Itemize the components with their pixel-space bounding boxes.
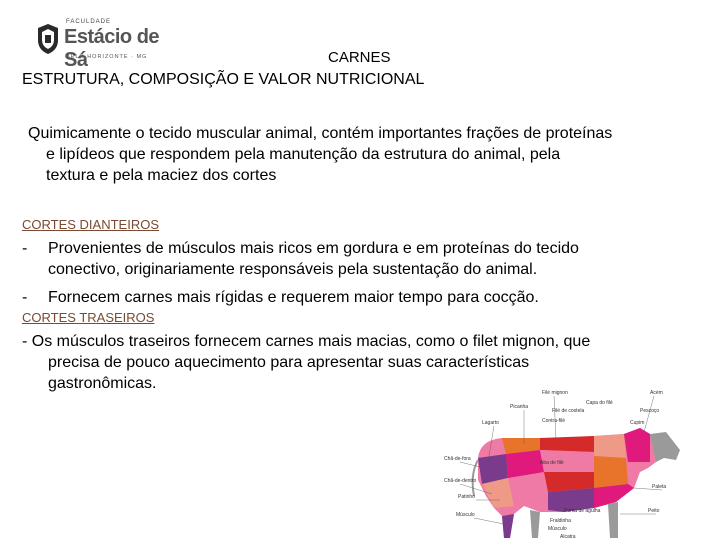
logo-brand-text: Estácio de Sá: [64, 26, 160, 71]
label-fraldinha: Fraldinha: [550, 518, 571, 524]
front-cuts-heading: CORTES DIANTEIROS: [22, 217, 160, 232]
rear-line-2: precisa de pouco aquecimento para apresentar suas características: [48, 354, 530, 371]
logo-top-text: FACULDADE: [66, 19, 112, 25]
bullet-text: Fornecem carnes mais rígidas e requerem maior tempo para cocção.: [48, 289, 539, 306]
label-alcatra: Alcatra: [560, 534, 576, 540]
rear-line-3: gastronômicas.: [48, 375, 157, 392]
label-lagarto: Lagarto: [482, 420, 499, 426]
bullet-dash: -: [22, 289, 28, 306]
cut-contra-file: [540, 436, 594, 452]
cut-musculo: [502, 514, 514, 538]
beef-cuts-illustration: [444, 388, 684, 540]
label-acem: Acém: [650, 390, 663, 396]
label-aba-file: Aba de filé: [540, 460, 564, 466]
front-leg: [608, 502, 618, 538]
label-picanha: Picanha: [510, 404, 529, 410]
label-cha-dentro: Chã-de-dentro: [444, 478, 477, 484]
rear-leg: [530, 510, 540, 538]
label-contra-file: Contra-filé: [542, 418, 566, 424]
page-title: CARNES: [328, 49, 391, 66]
label-musculo-2: Músculo: [548, 526, 567, 532]
label-patinho: Patinho: [458, 494, 475, 500]
cut-pescoco: [624, 428, 650, 462]
label-pescoco: Pescoço: [640, 408, 660, 414]
college-logo: [36, 18, 172, 71]
label-ponta-agulha: Ponta de agulha: [564, 508, 601, 514]
beef-cuts-diagram: [444, 388, 684, 540]
label-cupim: Cupim: [630, 420, 645, 426]
intro-paragraph: [28, 123, 668, 186]
rear-cuts-heading: CORTES TRASEIROS: [22, 310, 155, 325]
rear-cuts-paragraph: [22, 331, 682, 394]
intro-line-1: Quimicamente o tecido muscular animal, contém importantes frações de proteínas: [28, 125, 613, 142]
cut-acem: [594, 434, 626, 458]
intro-line-2: e lipídeos que respondem pela manutenção da estrutura do animal, pela: [46, 146, 561, 163]
intro-line-3: textura e pela maciez dos cortes: [46, 167, 277, 184]
rear-line-1: - Os músculos traseiros fornecem carnes mais macias, como o filet mignon, que: [22, 333, 591, 350]
label-file-mignon: Filé mignon: [542, 390, 568, 396]
logo-mark-icon: [36, 24, 60, 54]
bullet-dash: -: [22, 240, 28, 257]
front-cuts-item-1: [22, 238, 662, 280]
bullet-text: [48, 238, 668, 280]
label-musculo: Músculo: [456, 512, 475, 518]
logo-city-text: BELO HORIZONTE · MG: [66, 54, 148, 60]
label-peito: Peito: [648, 508, 660, 514]
label-paleta: Paleta: [652, 484, 667, 490]
page-subtitle: ESTRUTURA, COMPOSIÇÃO E VALOR NUTRICIONAL: [22, 71, 425, 88]
bullet-line-2: conectivo, originariamente responsáveis pela sustentação do animal.: [48, 261, 538, 278]
front-cuts-item-2: [22, 287, 662, 308]
label-capa-file: Capa do filé: [586, 400, 613, 406]
bullet-line-1: Provenientes de músculos mais ricos em gordura e em proteínas do tecido: [48, 240, 579, 257]
label-file-costela: Filé de costela: [552, 408, 585, 414]
label-cha-fora: Chã-de-fora: [444, 456, 471, 462]
cut-paleta: [594, 456, 628, 488]
